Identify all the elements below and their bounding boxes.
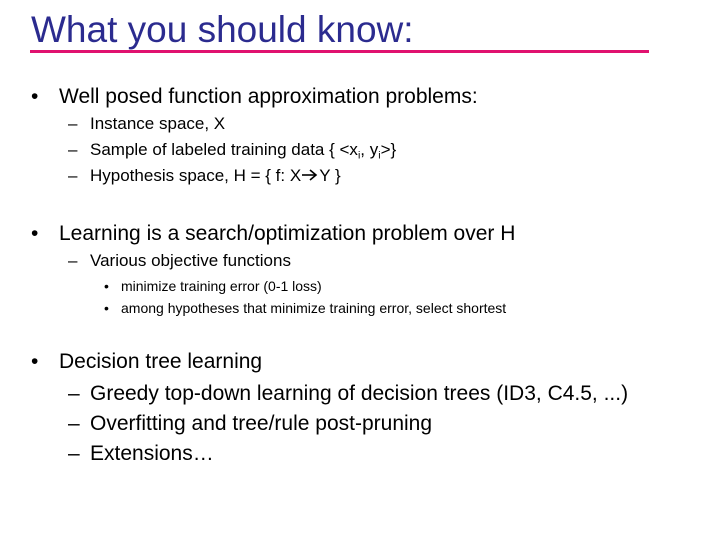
training-data-text-c: >} [380, 140, 397, 159]
dash-marker: – [68, 114, 78, 133]
hypothesis-text-a: Hypothesis space, H = { f: X [90, 166, 302, 185]
section-1-heading: Well posed function approximation problems: [59, 85, 478, 108]
section-3-heading: Decision tree learning [59, 350, 263, 373]
bullet-marker: • [31, 350, 39, 373]
item-training-data [90, 139, 396, 161]
right-arrow-icon [301, 168, 319, 182]
training-data-text-b: , y [360, 140, 379, 159]
section-2-heading: Learning is a search/optimization problem over H [59, 222, 516, 245]
bullet-marker: • [31, 85, 39, 108]
small-bullet-marker: • [104, 278, 109, 294]
item-extensions: Extensions… [90, 442, 214, 465]
item-instance-space: Instance space, X [90, 114, 226, 133]
item-hypothesis-space [90, 165, 341, 187]
bullet-marker: • [31, 222, 39, 245]
slide-title: What you should know: [31, 9, 414, 50]
item-overfitting: Overfitting and tree/rule post-pruning [90, 412, 433, 435]
subitem-select-shortest: among hypotheses that minimize training error, select shortest [121, 300, 507, 316]
dash-marker: – [68, 251, 78, 270]
title-underline [30, 50, 649, 53]
hypothesis-text-b: Y } [319, 166, 341, 185]
subscript-i: i [378, 149, 381, 162]
dash-marker: – [68, 442, 80, 465]
item-greedy-learning: Greedy top-down learning of decision trees (ID3, C4.5, ...) [90, 382, 629, 405]
small-bullet-marker: • [104, 300, 109, 316]
training-data-text-a: Sample of labeled training data { <x [90, 140, 358, 159]
dash-marker: – [68, 166, 78, 185]
item-objective-functions: Various objective functions [90, 251, 291, 270]
dash-marker: – [68, 412, 80, 435]
dash-marker: – [68, 382, 80, 405]
subscript-i: i [357, 149, 361, 162]
dash-marker: – [68, 140, 78, 159]
subitem-minimize-error: minimize training error (0-1 loss) [121, 278, 322, 294]
